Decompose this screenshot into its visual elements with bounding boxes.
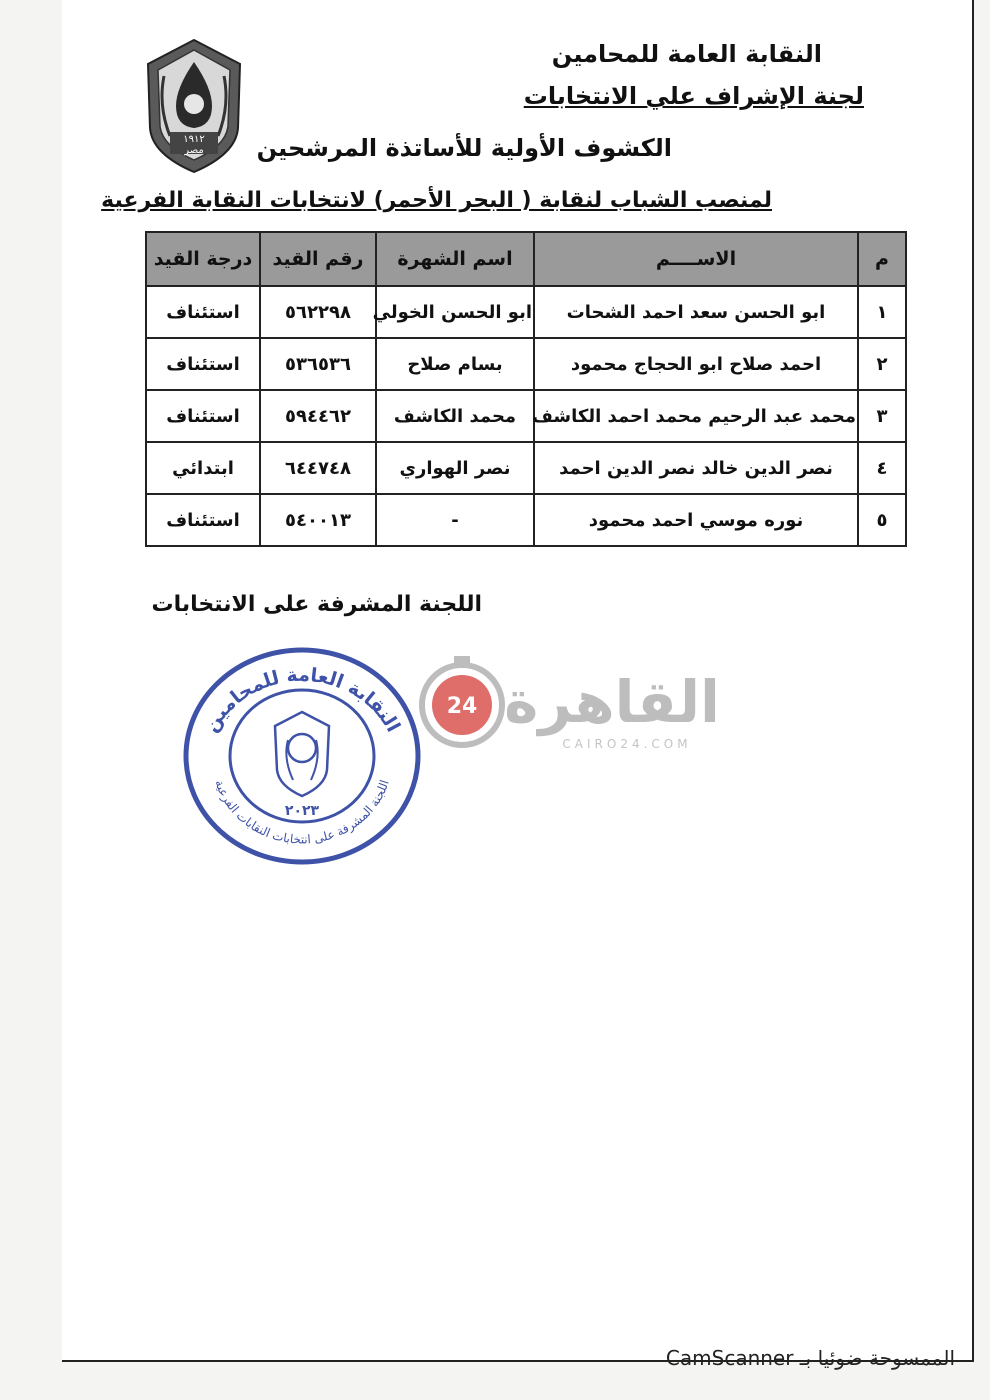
cell-grade: استئناف xyxy=(146,338,260,390)
table-row xyxy=(146,494,906,546)
cell-index: ١ xyxy=(858,286,906,338)
cell-name: نصر الدين خالد نصر الدين احمد xyxy=(534,442,858,494)
table-row xyxy=(146,286,906,338)
site-watermark xyxy=(362,650,720,760)
cell-reg-no: ٦٤٤٧٤٨ xyxy=(260,442,376,494)
cell-name: نوره موسي احمد محمود xyxy=(534,494,858,546)
organization-title: النقابة العامة للمحامين xyxy=(551,40,822,68)
camscanner-footer: الممسوحة ضوئيا بـ CamScanner xyxy=(665,1346,955,1370)
cell-grade: استئناف xyxy=(146,286,260,338)
svg-text:مصر: مصر xyxy=(184,145,204,156)
table-row xyxy=(146,390,906,442)
cell-index: ٤ xyxy=(858,442,906,494)
table-header-row xyxy=(146,232,906,286)
committee-title: لجنة الإشراف علي الانتخابات xyxy=(523,82,864,110)
cell-grade: استئناف xyxy=(146,390,260,442)
col-header-reg-no: رقم القيد xyxy=(260,232,376,286)
cell-index: ٥ xyxy=(858,494,906,546)
svg-text:٢٠٢٣: ٢٠٢٣ xyxy=(284,803,320,819)
cell-reg-no: ٥٤٠٠١٣ xyxy=(260,494,376,546)
document-page xyxy=(62,0,974,1362)
col-header-nickname: اسم الشهرة xyxy=(376,232,534,286)
col-header-grade: درجة القيد xyxy=(146,232,260,286)
col-header-index: م xyxy=(858,232,906,286)
cell-reg-no: ٥٦٢٢٩٨ xyxy=(260,286,376,338)
cell-index: ٣ xyxy=(858,390,906,442)
document-subtitle: لمنصب الشباب لنقابة ( البحر الأحمر) لانتخابات النقابة الفرعية xyxy=(101,188,772,213)
cell-nickname: بسام صلاح xyxy=(376,338,534,390)
cell-grade: استئناف xyxy=(146,494,260,546)
cell-nickname: نصر الهواري xyxy=(376,442,534,494)
cell-reg-no: ٥٩٤٤٦٢ xyxy=(260,390,376,442)
svg-text:القاهرة: القاهرة xyxy=(504,668,720,736)
table-row xyxy=(146,338,906,390)
svg-text:24: 24 xyxy=(446,694,478,719)
cell-grade: ابتدائي xyxy=(146,442,260,494)
svg-text:اللجنة المشرفة على انتخابات ال: اللجنة المشرفة على انتخابات النقابات الفرعية xyxy=(212,778,392,847)
cell-nickname: - xyxy=(376,494,534,546)
cell-name: محمد عبد الرحيم محمد احمد الكاشف xyxy=(534,390,858,442)
col-header-name: الاســــم xyxy=(534,232,858,286)
cell-index: ٢ xyxy=(858,338,906,390)
bar-association-emblem xyxy=(140,36,248,176)
svg-text:النقابة العامة للمحامين: النقابة العامة للمحامين xyxy=(199,663,405,736)
signature-committee-label: اللجنة المشرفة على الانتخابات xyxy=(151,592,482,617)
cell-name: احمد صلاح ابو الحجاج محمود xyxy=(534,338,858,390)
cell-reg-no: ٥٣٦٥٣٦ xyxy=(260,338,376,390)
cell-name: ابو الحسن سعد احمد الشحات xyxy=(534,286,858,338)
cell-nickname: محمد الكاشف xyxy=(376,390,534,442)
cell-nickname: ابو الحسن الخولي xyxy=(376,286,534,338)
document-title: الكشوف الأولية للأساتذة المرشحين xyxy=(256,134,672,162)
svg-text:CAIRO24.COM: CAIRO24.COM xyxy=(562,737,692,751)
svg-text:١٩١٢: ١٩١٢ xyxy=(183,134,205,145)
table-row xyxy=(146,442,906,494)
candidates-table xyxy=(145,231,907,547)
